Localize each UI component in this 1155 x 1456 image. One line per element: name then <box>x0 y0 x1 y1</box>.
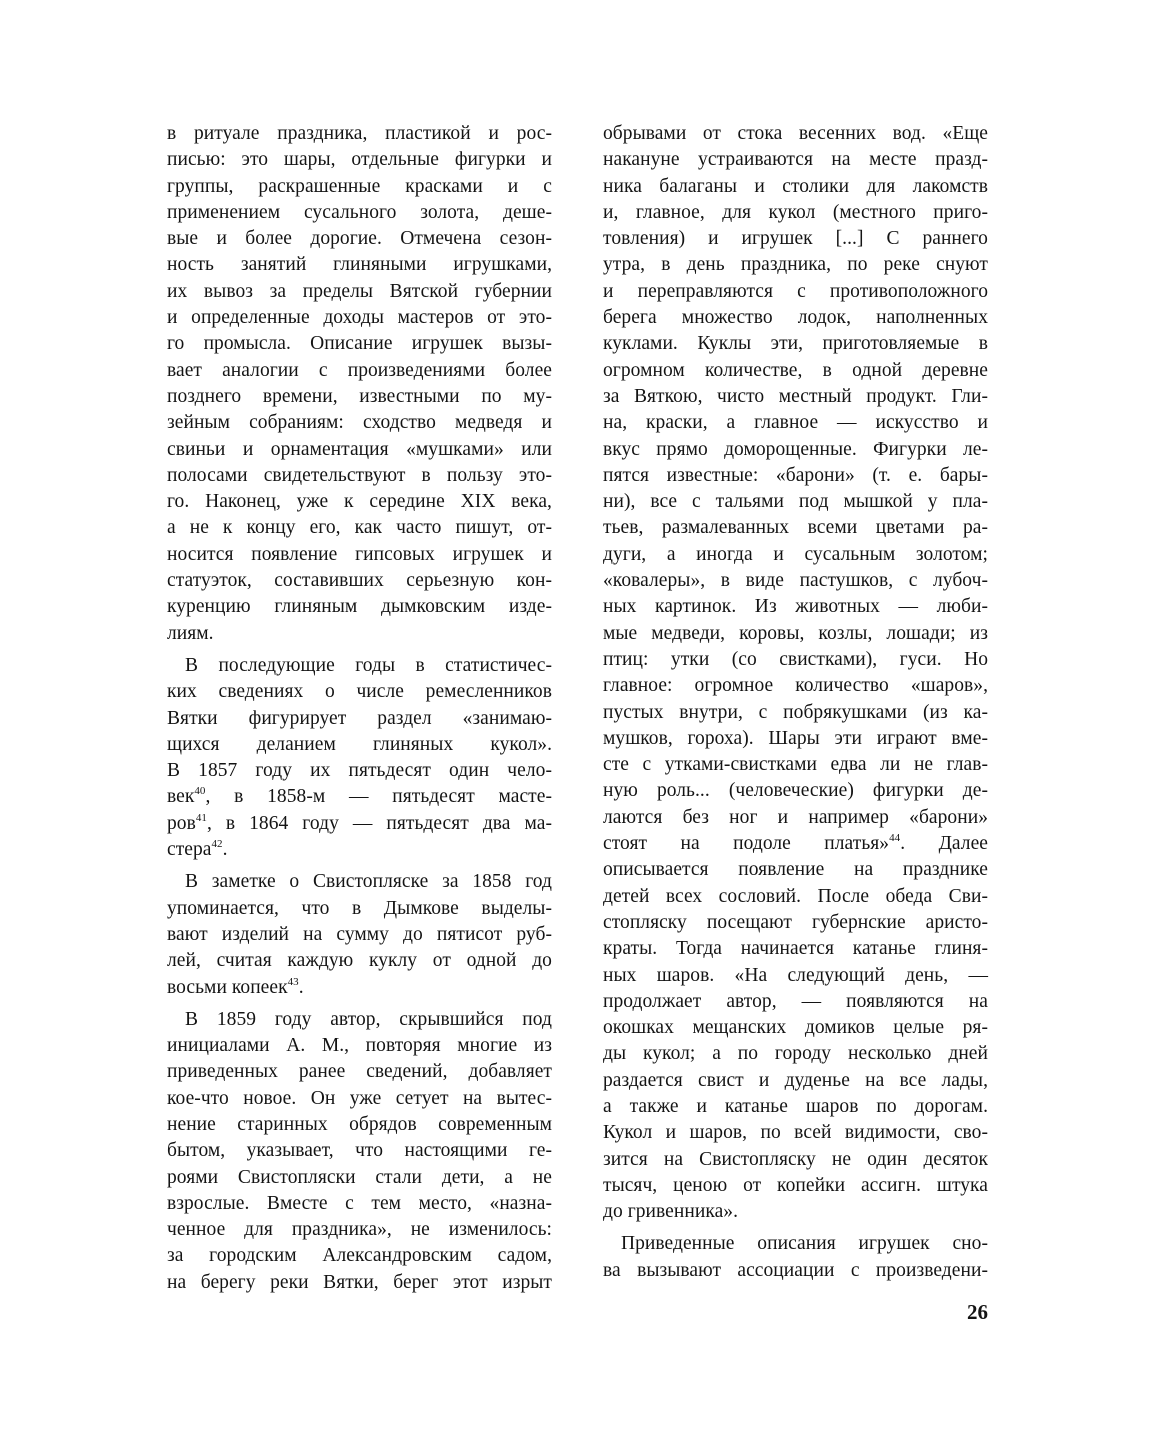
text-line-content: го. Наконец, уже к середине XIX века, <box>167 491 552 513</box>
text-line-content: стоят на подоле платья» <box>603 833 890 855</box>
text-line <box>603 989 988 1015</box>
text-line-content: в ритуале праздника, пластикой и рос- <box>167 123 552 144</box>
text-line-continuation: . <box>222 839 228 861</box>
text-line <box>603 884 988 910</box>
text-line-content: позднего времени, известными по му- <box>167 385 552 407</box>
text-line <box>167 121 552 147</box>
text-line <box>603 700 988 726</box>
text-line-content: вые и более дорогие. Отмечена сезон- <box>167 228 552 250</box>
text-line-content: ных шаров. «На следующий день, — <box>603 964 988 986</box>
text-line <box>603 1094 988 1120</box>
text-line-content: до гривенника». <box>603 1201 738 1223</box>
text-line <box>167 837 552 863</box>
text-line <box>167 1086 552 1112</box>
text-line <box>167 1007 552 1033</box>
text-line-content: и переправляются с противоположного <box>603 280 988 302</box>
text-line-content: раздается свист и дуденье на все лады, <box>603 1069 988 1091</box>
footnote-reference: 41 <box>195 811 207 824</box>
text-line <box>167 1112 552 1138</box>
text-line <box>167 305 552 331</box>
text-line <box>167 896 552 922</box>
text-line <box>167 515 552 541</box>
text-line <box>603 121 988 147</box>
text-line-content: за городским Александровским садом, <box>167 1245 552 1267</box>
text-line-content: «ковалеры», в виде пастушков, с лубоч- <box>603 570 988 592</box>
text-line <box>167 252 552 278</box>
text-line <box>167 437 552 463</box>
text-line <box>603 752 988 778</box>
text-line-content: и определенные доходы мастеров от это- <box>167 307 552 329</box>
text-line-content: утра, в день праздника, по реке снуют <box>603 254 988 276</box>
text-line <box>603 1231 988 1257</box>
text-line-content: за Вяткою, чисто местный продукт. Гли- <box>603 385 988 407</box>
text-line <box>167 732 552 758</box>
text-line-content: сте с утками-свистками едва ли не глав- <box>603 754 988 776</box>
text-line <box>167 147 552 173</box>
text-line-content: дуги, а иногда и сусальным золотом; <box>603 543 988 565</box>
text-line <box>167 758 552 784</box>
text-line <box>167 489 552 515</box>
text-line <box>603 200 988 226</box>
text-line-content: стера <box>167 839 212 861</box>
text-line <box>167 1217 552 1243</box>
text-line-content: ченное для праздника», не изменилось: <box>167 1219 552 1241</box>
text-line-content: Кукол и шаров, по всей видимости, сво- <box>603 1122 988 1144</box>
text-line <box>603 647 988 673</box>
text-line <box>603 1199 988 1225</box>
text-line <box>603 1120 988 1146</box>
text-line-content: зейным собраниям: сходство медведя и <box>167 412 552 434</box>
text-line-content: ную роль... (человеческие) фигурки де- <box>603 780 988 802</box>
text-line <box>167 1059 552 1085</box>
text-line-content: пятся известные: «барони» (т. е. бары- <box>603 464 988 486</box>
footnote-reference: 44 <box>889 832 901 845</box>
text-line <box>603 331 988 357</box>
text-line-content: свиньи и орнаментация «мушками» или <box>167 438 552 460</box>
text-line-content: нение старинных обрядов современным <box>167 1113 552 1135</box>
text-line <box>603 358 988 384</box>
text-line <box>603 936 988 962</box>
text-line-content: В 1857 году их пятьдесят один чело- <box>167 760 552 782</box>
text-line-content: огромном количестве, в одной деревне <box>603 359 988 381</box>
text-line <box>603 147 988 173</box>
text-line-content: приведенных ранее сведений, добавляет <box>167 1061 552 1083</box>
text-line-content: го промысла. Описание игрушек вызы- <box>167 333 552 355</box>
text-line-content: лиям. <box>167 622 214 644</box>
text-line <box>167 1243 552 1269</box>
text-line-content: носится появление гипсовых игрушек и <box>167 543 552 565</box>
text-line-content: на берегу реки Вятки, берег этот изрыт <box>167 1271 552 1293</box>
text-line-content: а также и катанье шаров по дорогам. <box>603 1095 988 1117</box>
text-line <box>603 252 988 278</box>
text-line-content: век <box>167 786 195 808</box>
text-line <box>603 831 988 857</box>
text-line <box>167 226 552 252</box>
text-line-content: писью: это шары, отдельные фигурки и <box>167 149 552 171</box>
text-line <box>167 463 552 489</box>
text-line-content: В заметке о Свистопляске за 1858 год <box>185 871 552 893</box>
text-line <box>167 384 552 410</box>
text-line-content: статуэток, составивших серьезную кон- <box>167 570 552 592</box>
text-line-content: накануне устраиваются на месте празд- <box>603 149 988 171</box>
text-line <box>603 1147 988 1173</box>
text-line-content: вает аналогии с произведениями более <box>167 359 552 381</box>
text-line <box>167 331 552 357</box>
text-line-content: главное: огромное количество «шаров», <box>603 675 988 697</box>
text-line-content: ды кукол; а по городу несколько дней <box>603 1043 988 1065</box>
text-line-content: Приведенные описания игрушек сно- <box>621 1233 988 1255</box>
text-line-content: инициалами А. М., повторяя многие из <box>167 1035 552 1057</box>
footnote-reference: 42 <box>211 838 223 851</box>
text-line-content: восьми копеек <box>167 976 288 998</box>
text-line <box>603 437 988 463</box>
text-line-content: применением сусального золота, деше- <box>167 201 552 223</box>
text-line-content: Вятки фигурирует раздел «занимаю- <box>167 707 552 729</box>
text-line <box>603 542 988 568</box>
text-line <box>603 594 988 620</box>
text-line <box>603 568 988 594</box>
text-line-continuation: . <box>298 976 304 998</box>
text-line <box>167 922 552 948</box>
text-line-content: детей всех сословий. После обеда Сви- <box>603 885 988 907</box>
text-line <box>603 1258 988 1284</box>
text-line <box>167 358 552 384</box>
text-line <box>167 410 552 436</box>
right-text-column <box>603 121 988 1284</box>
text-line <box>167 1138 552 1164</box>
text-line-content: птиц: утки (со свистками), гуси. Но <box>603 648 988 670</box>
text-line-content: ких сведениях о числе ремесленников <box>167 681 552 703</box>
text-line <box>603 1068 988 1094</box>
footnote-reference: 43 <box>287 975 299 988</box>
text-line <box>167 679 552 705</box>
text-line-content: вкус прямо доморощенные. Фигурки ле- <box>603 438 988 460</box>
text-line <box>167 975 552 1001</box>
page-number: 26 <box>967 1300 988 1324</box>
text-line-content: кое-что новое. Он уже сетует на вытес- <box>167 1087 552 1109</box>
text-line <box>167 200 552 226</box>
text-line-content: лаются без ног и например «барони» <box>603 806 988 828</box>
text-line-content: ника балаганы и столики для лакомств <box>603 175 988 197</box>
text-line <box>167 706 552 732</box>
text-line-continuation: . Далее <box>900 833 988 855</box>
text-line-content: ных картинок. Из животных — люби- <box>603 596 988 618</box>
text-line <box>603 673 988 699</box>
text-line <box>167 279 552 305</box>
text-line <box>167 948 552 974</box>
text-line <box>603 489 988 515</box>
text-line-content: бытом, указывает, что настоящими ге- <box>167 1140 552 1162</box>
text-line-content: мые медведи, коровы, козлы, лошади; из <box>603 622 988 644</box>
text-line <box>167 174 552 200</box>
text-line <box>603 463 988 489</box>
text-line <box>167 811 552 837</box>
text-line-content: группы, раскрашенные красками и с <box>167 175 552 197</box>
text-line <box>167 653 552 679</box>
text-line <box>603 226 988 252</box>
text-line-content: вают изделий на сумму до пятисот руб- <box>167 923 552 945</box>
text-line-content: описывается появление на празднике <box>603 859 988 881</box>
text-line-content: В последующие годы в статистичес- <box>185 654 552 676</box>
text-line <box>603 805 988 831</box>
text-line-content: их вывоз за пределы Вятской губернии <box>167 280 552 302</box>
footnote-reference: 40 <box>194 785 206 798</box>
text-line-continuation: , в 1858-м — пятьдесят масте- <box>205 786 552 808</box>
text-line <box>603 1041 988 1067</box>
text-line <box>167 1191 552 1217</box>
text-line-content: обрывами от стока весенних вод. «Еще <box>603 123 988 144</box>
text-line-content: куренцию глиняным дымковским изде- <box>167 596 552 618</box>
text-line <box>603 857 988 883</box>
text-line <box>603 410 988 436</box>
text-line-content: роями Свистопляски стали дети, а не <box>167 1166 552 1188</box>
text-line-content: упоминается, что в Дымкове выделы- <box>167 897 552 919</box>
text-line <box>167 1270 552 1296</box>
text-line-content: на, краски, а главное — искусство и <box>603 412 988 434</box>
text-line <box>603 174 988 200</box>
text-line-content: щихся деланием глиняных кукол». <box>167 733 552 755</box>
text-line-content: полосами свидетельствуют в пользу это- <box>167 464 552 486</box>
text-line <box>167 869 552 895</box>
text-line <box>167 784 552 810</box>
text-line-content: пустых внутри, с побрякушками (из ка- <box>603 701 988 723</box>
text-line-content: а не к концу его, как часто пишут, от- <box>167 517 552 539</box>
text-line <box>603 778 988 804</box>
left-text-column <box>167 121 552 1296</box>
text-line-content: зится на Свистопляску не один десяток <box>603 1148 988 1170</box>
text-line <box>603 515 988 541</box>
text-line <box>167 568 552 594</box>
text-line <box>603 1015 988 1041</box>
text-line-continuation: , в 1864 году — пятьдесят два ма- <box>206 812 552 834</box>
text-line <box>603 279 988 305</box>
text-line <box>603 305 988 331</box>
text-line-content: ность занятий глиняными игрушками, <box>167 254 552 276</box>
text-line-content: взрослые. Вместе с тем место, «назна- <box>167 1192 552 1214</box>
text-line <box>167 1033 552 1059</box>
text-line <box>603 384 988 410</box>
text-line <box>167 542 552 568</box>
text-line <box>603 726 988 752</box>
text-line-content: товления) и игрушек [...] С раннего <box>603 228 988 250</box>
text-line-content: ров <box>167 812 196 834</box>
text-line-content: краты. Тогда начинается катанье глиня- <box>603 938 988 960</box>
text-line-content: ни), все с тальями под мышкой у пла- <box>603 491 988 513</box>
text-line <box>167 1165 552 1191</box>
text-line-content: мушков, гороха). Шары эти играют вме- <box>603 727 988 749</box>
text-line <box>603 621 988 647</box>
text-line-content: берега множество лодок, наполненных <box>603 307 988 329</box>
text-line-content: и, главное, для кукол (местного приго- <box>603 201 988 223</box>
text-line-content: В 1859 году автор, скрывшийся под <box>185 1008 552 1030</box>
text-line-content: окошках мещанских домиков целые ря- <box>603 1017 988 1039</box>
text-line <box>167 594 552 620</box>
text-line <box>603 963 988 989</box>
text-line <box>167 621 552 647</box>
text-line-content: ва вызывают ассоциации с произведени- <box>603 1259 988 1281</box>
text-line-content: куклами. Куклы эти, приготовляемые в <box>603 333 988 355</box>
text-line-content: тысяч, ценою от копейки ассигн. штука <box>603 1174 988 1196</box>
text-line <box>603 910 988 936</box>
text-line-content: стопляску посещают губернские аристо- <box>603 911 988 933</box>
text-line-content: продолжает автор, — появляются на <box>603 990 988 1012</box>
text-line-content: лей, считая каждую куклу от одной до <box>167 950 552 972</box>
text-line <box>603 1173 988 1199</box>
text-line-content: тьев, размалеванных всеми цветами ра- <box>603 517 988 539</box>
